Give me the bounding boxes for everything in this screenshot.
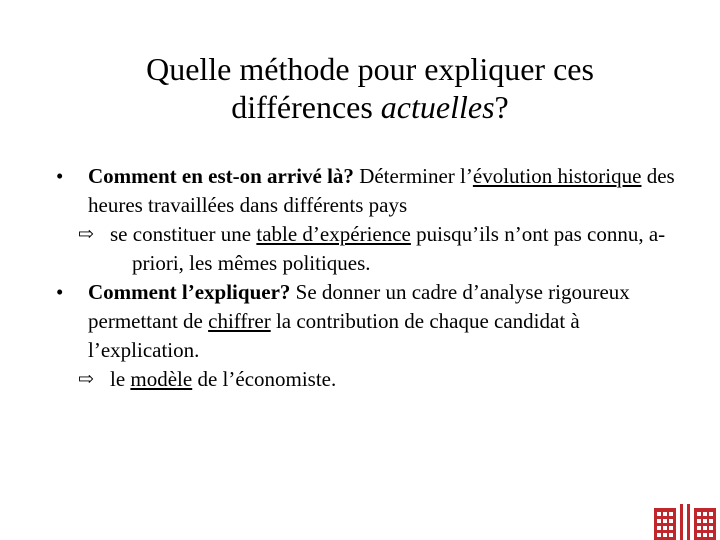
bullet-item-2 — [56, 278, 676, 365]
title-line-1: Quelle méthode pour expliquer ces — [146, 51, 594, 87]
bullet-2-text-b: la contribution de chaque candidat à l’explication. — [88, 309, 580, 362]
bullet-1-text-b: des heures travaillées dans différents pays — [88, 164, 675, 217]
bullet-1-underline: évolution historique — [472, 164, 642, 188]
sub-2-text-a: le — [110, 367, 131, 391]
bullet-dot: • — [56, 280, 64, 304]
sub-1-text-a: se constituer une — [110, 222, 257, 246]
sub-1-text-b: puisqu’ils n’ont pas connu, a-priori, les mêmes politiques. — [132, 222, 666, 275]
bullet-item-1 — [56, 162, 676, 220]
sub-2-text — [110, 365, 676, 394]
bullet-2-text-a: Se donner un cadre d’analyse rigoureux permettant de — [88, 280, 630, 333]
hollow-right-arrow-icon: ⇨ — [78, 224, 94, 245]
sub-1-underline: table d’expérience — [256, 222, 411, 246]
sub-1-text — [110, 220, 676, 278]
bullet-dot: • — [56, 164, 64, 188]
bullet-2-bold: Comment l’expliquer? — [88, 280, 291, 304]
bullet-list — [56, 162, 676, 394]
sub-2-text-b: de l’économiste. — [192, 367, 337, 391]
bullet-1-text-a: Déterminer l’ — [353, 164, 473, 188]
sub-item-2 — [56, 365, 676, 394]
bullet-1-bold: Comment en est-on arrivé là? — [88, 164, 354, 188]
sub-2-underline: modèle — [130, 367, 193, 391]
title-emphasis: actuelles — [380, 89, 495, 125]
hollow-right-arrow-icon: ⇨ — [78, 369, 94, 390]
title-text-end: ? — [494, 89, 509, 125]
title-line-2 — [60, 88, 680, 126]
bullet-2-underline: chiffrer — [208, 309, 271, 333]
slide-title — [60, 50, 680, 126]
title-text: différences — [231, 89, 381, 125]
institution-building-logo-icon — [650, 500, 720, 540]
sub-item-1 — [56, 220, 676, 278]
